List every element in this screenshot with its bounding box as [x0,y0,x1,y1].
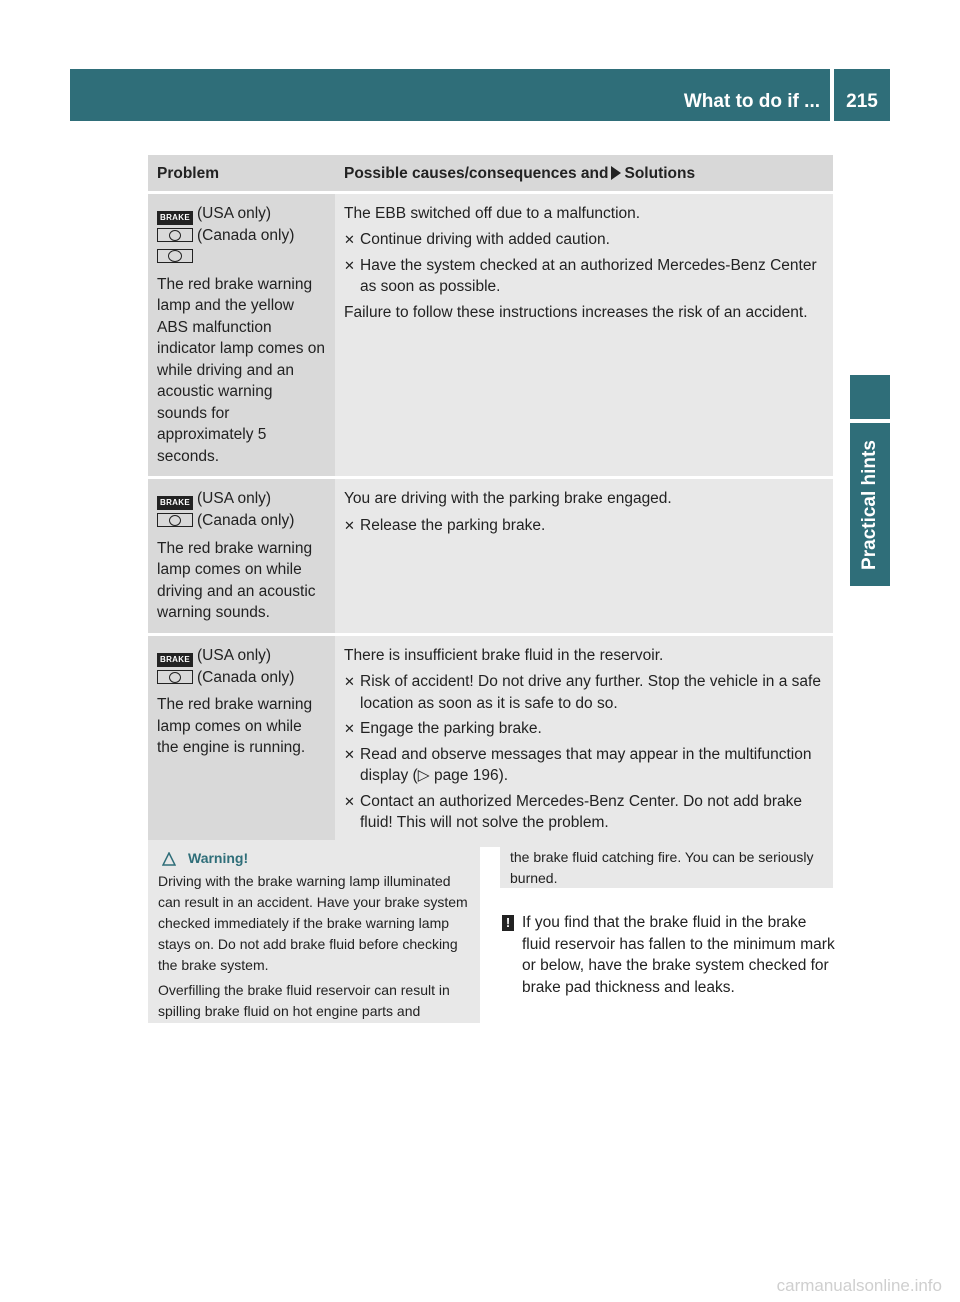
watermark: carmanualsonline.info [776,1276,942,1295]
solution-step [344,718,824,740]
indicator-region-note: (Canada only) [197,668,295,686]
brake-circle-icon [157,228,193,242]
step-text: Have the system checked at an authorized Mercedes-Benz Center as soon as possible. [360,256,817,295]
solutions-header-label: Possible causes/consequences and [344,165,609,182]
page-number: 215 [846,91,878,112]
step-x-icon: ✕ [344,674,355,689]
step-x-icon: ✕ [344,793,355,809]
brake-icon: BRAKE [157,653,193,667]
indicator-region-note: (Canada only) [197,512,295,529]
step-x-icon: ✕ [344,517,355,533]
warning-continuation-box [500,840,833,888]
table-header-row [148,155,833,192]
indicator-line [157,203,326,225]
indicator-line [157,667,326,689]
step-text: Contact an authorized Mercedes-Benz Center. Do not add brake fluid! This will not solve the problem. [360,792,803,831]
brake-circle-icon [157,670,193,684]
cause-text: There is insufficient brake fluid in the reservoir. [344,646,664,664]
table-row [148,634,833,847]
warning-paragraph: Overfilling the brake fluid reservoir can result in spilling brake fluid on hot engine parts and [158,982,450,1019]
abs-icon [157,249,193,263]
brake-icon: BRAKE [157,211,193,225]
problem-description: The red brake warning lamp comes on while the engine is running. [157,696,313,756]
indicator-line [157,225,326,247]
indicator-line [157,246,326,268]
solution-cell [335,478,833,635]
consequence-note: Failure to follow these instructions increases the risk of an accident. [344,303,808,321]
indicator-region-note: (Canada only) [197,226,295,244]
problem-description: The red brake warning lamp comes on while driving and an acoustic warning sounds. [157,539,316,621]
header-page-area [834,69,890,121]
table-header-solutions [335,155,833,192]
cause-text: You are driving with the parking brake engaged. [344,490,672,507]
notice-text: If you find that the brake fluid in the brake fluid reservoir has fallen to the minimum mark or below, have the brake system checked for brake pad thickness and leaks. [522,914,835,996]
solution-step [344,255,824,298]
table-row [148,192,833,478]
solutions-header-suffix: Solutions [624,165,696,182]
table-body [148,192,833,847]
side-tab-label: Practical hints [859,439,881,570]
solution-step [344,671,824,714]
warning-continuation: the brake fluid catching fire. You can be seriously burned. [510,849,814,886]
exclamation-icon: ! [502,915,514,931]
step-text: Continue driving with added caution. [360,231,610,248]
problem-header-label: Problem [157,165,220,182]
brake-circle-icon [157,513,193,527]
step-text: Release the parking brake. [360,516,546,534]
step-x-icon: ✕ [344,232,355,247]
step-text: Read and observe messages that may appear in the multifunction display (▷ page 196). [360,745,812,784]
solution-cell [335,192,833,478]
solution-step [344,515,824,537]
cause-text: The EBB switched off due to a malfunction. [344,204,641,222]
step-text: Engage the parking brake. [360,720,542,737]
warning-box [148,840,480,1023]
side-tab-marker [850,375,890,419]
indicator-line [157,488,326,510]
indicator-region-note: (USA only) [197,646,272,664]
brake-icon: BRAKE [157,496,193,510]
problem-cell [148,192,335,478]
arrow-right-icon [611,166,621,180]
step-x-icon: ✕ [344,721,355,736]
problem-cell [148,478,335,635]
indicator-line [157,645,326,667]
step-text: Risk of accident! Do not drive any further. Stop the vehicle in a safe location as soon as it is safe to do so. [360,673,821,712]
solution-cell [335,634,833,847]
warning-paragraph: Driving with the brake warning lamp illuminated can result in an accident. Have your brake system checked immediately if the brake warning lamp stays on. Do not add brake fluid before checking the brake system. [158,873,468,973]
indicator-region-note: (USA only) [197,204,272,222]
page-header [70,69,890,121]
side-tab [850,423,890,586]
step-x-icon: ✕ [344,746,355,762]
problem-cell [148,634,335,847]
warning-triangle-icon [162,852,176,866]
solution-step [344,791,824,834]
table-header-problem [148,155,335,192]
warning-title: Warning! [188,850,249,866]
problem-description: The red brake warning lamp and the yellow ABS malfunction indicator lamp comes on while driving and an acoustic warning sounds for approximately 5 seconds. [157,275,325,465]
problem-solution-table [148,155,833,847]
indicator-line [157,510,326,532]
header-title: What to do if ... [683,91,820,112]
step-x-icon: ✕ [344,257,355,273]
warning-header [162,848,472,869]
solution-step [344,744,824,787]
notice [500,912,835,998]
solution-step [344,229,824,251]
header-title-area [70,69,830,121]
indicator-region-note: (USA only) [197,490,272,507]
table-row [148,478,833,635]
